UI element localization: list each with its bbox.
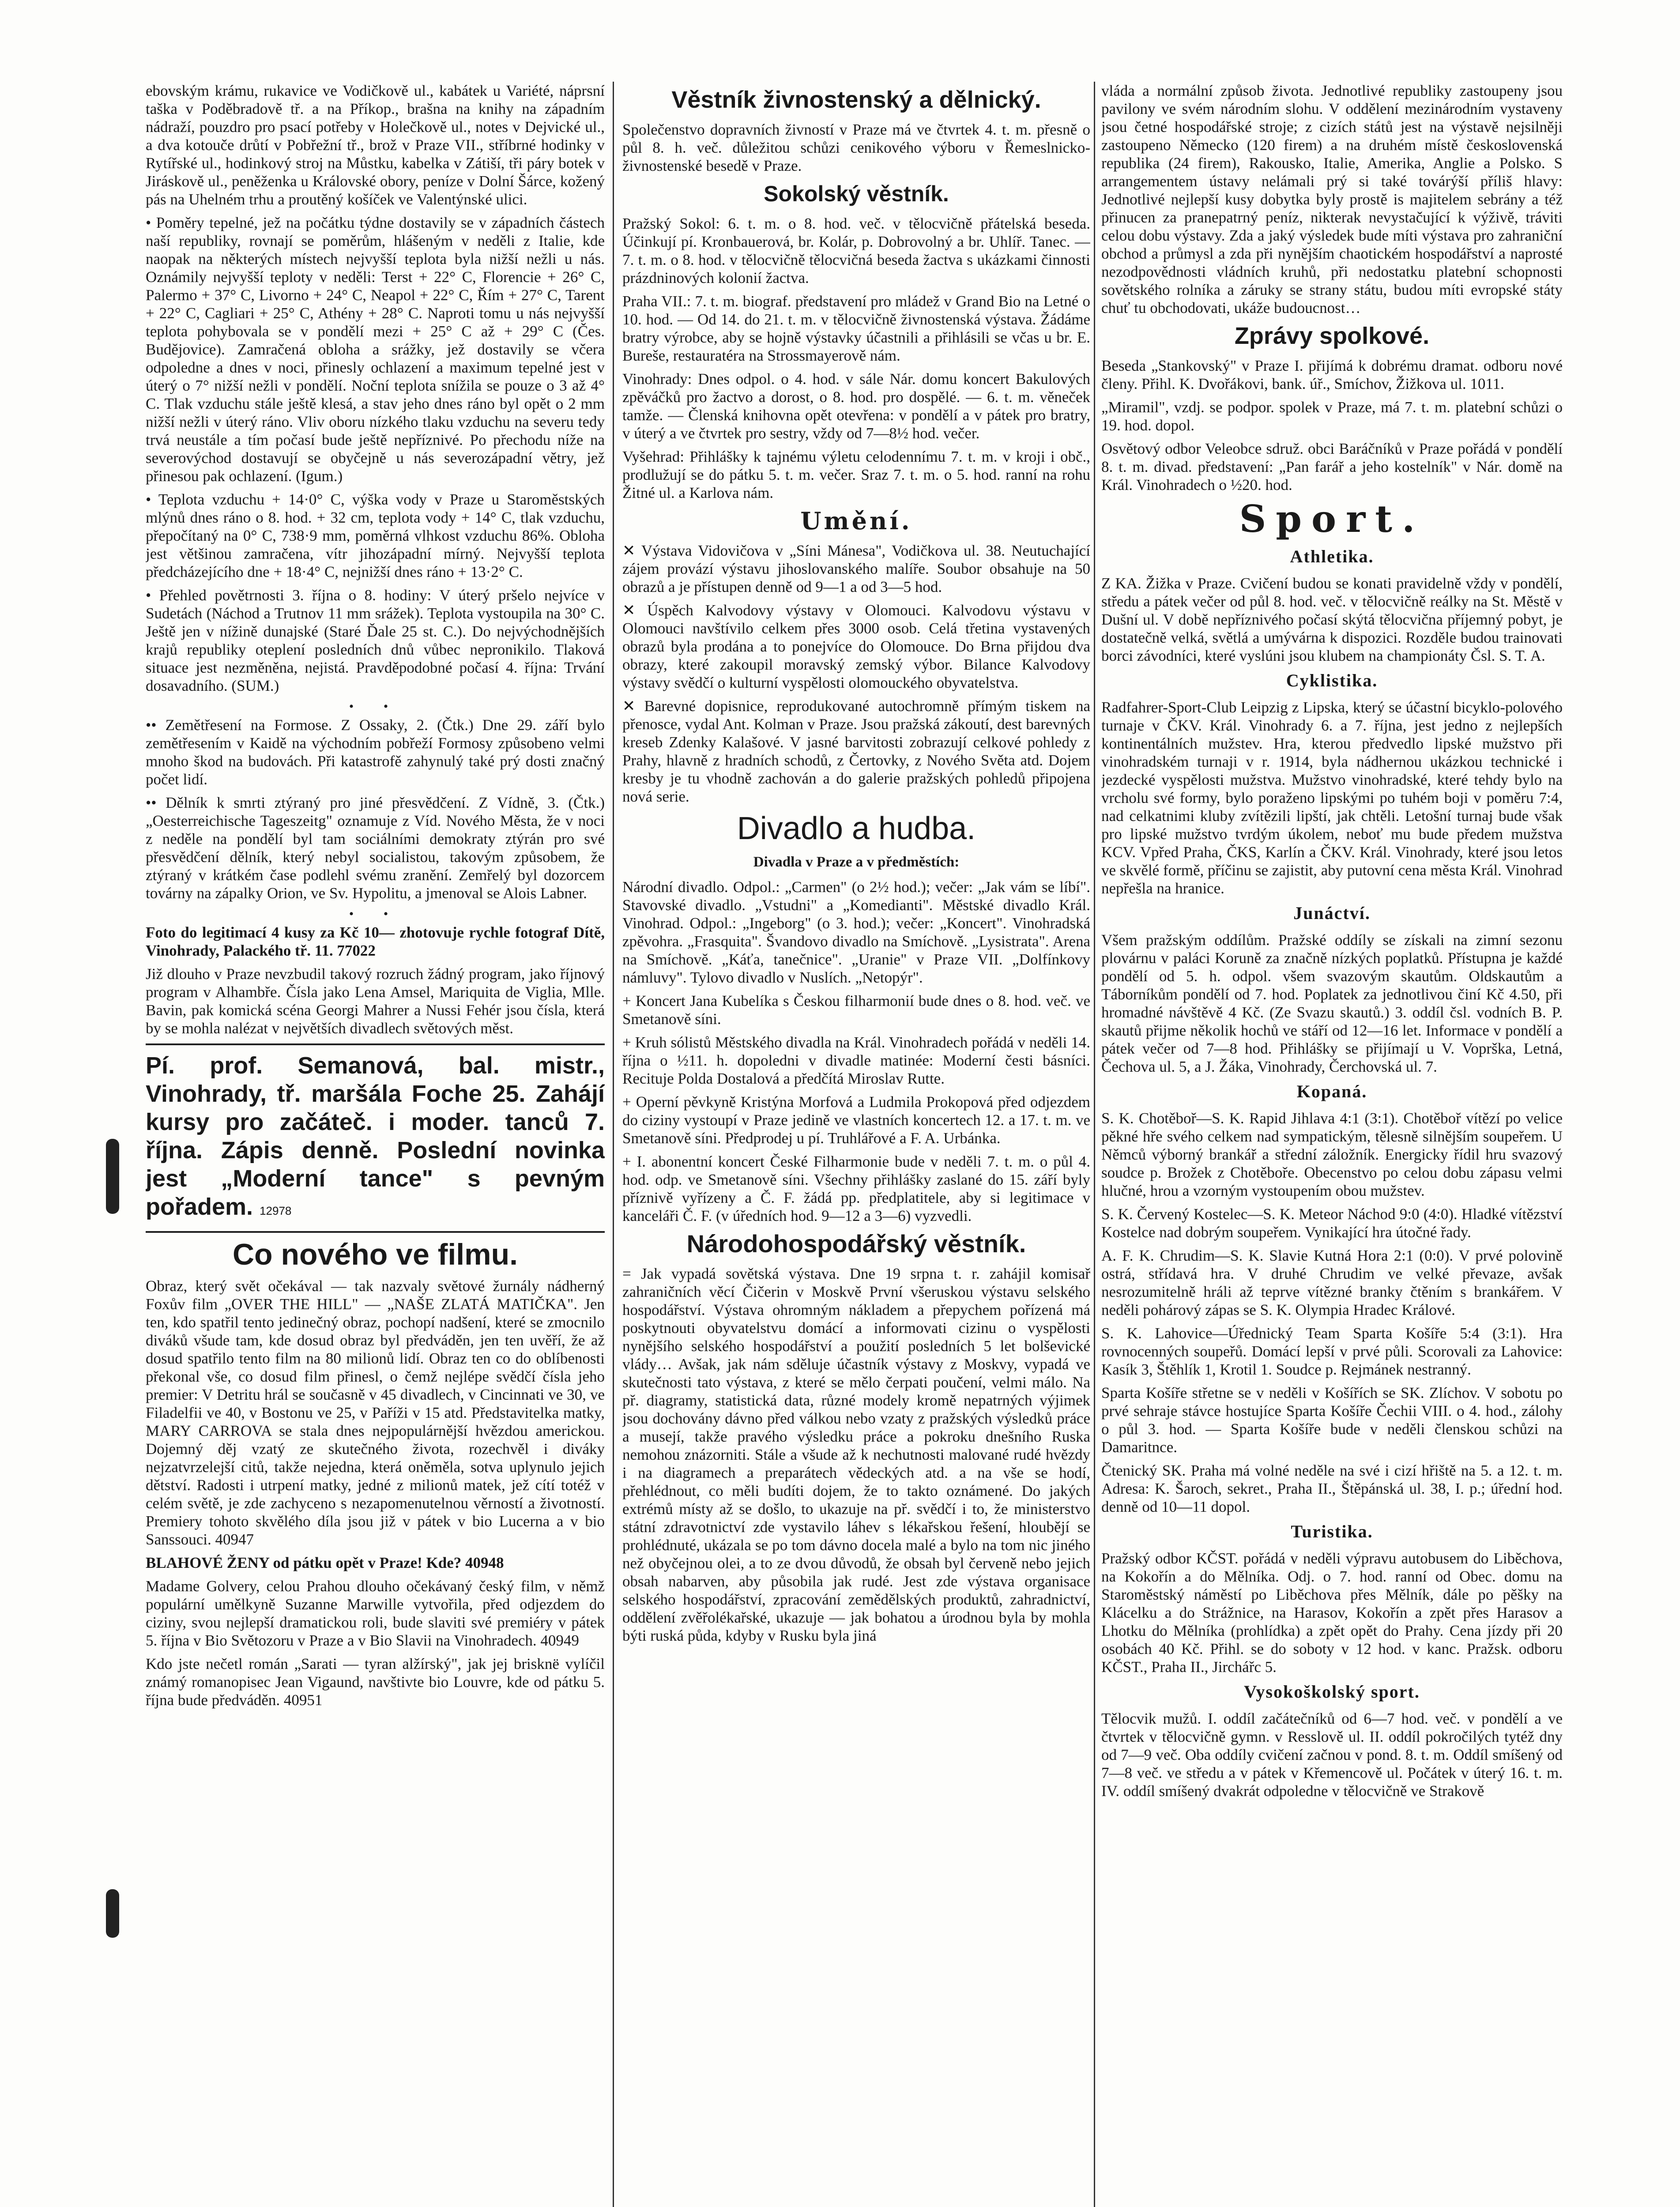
art-item: ✕ Výstava Vidovičova v „Síni Mánesa", Vodičkova ul. 38. Neutuchající zájem provází výstavu jihoslovanského malíře. Soubor obsahuje na 50 obrazů a je přístupen denně od 9—1 a od 3—5 hod. <box>622 542 1090 595</box>
art-heading: Umění. <box>800 507 912 535</box>
column-3 <box>1101 82 1563 2207</box>
economic-article: = Jak vypadá sovětská výstava. Dne 19 srpna t. r. zahájil komisař zahraničních věcí Čičerin v Moskvě První všeruskou výstavu selského hospodářství. Výstava ohromným nákladem a přepychem pořízená má poskytnouti obyvatelstvu domácí a informovati cizinu o vyspělosti nynějšího selského hospodářství a použití posledních 5 let bolševické vlády… Avšak, jak nám sděluje účastník výstavy z Moskvy, vypadá ve skutečnosti tato výstava, z které se mělo čerpati poučení, velmi málo. Na př. diagramy, statistická data, různé modely kromě nepatrných výjimek jsou dochovány dávno před válkou nebo vzaty z pražských výsledků práce a musejí, takže pravého výsledku práce a pokroku dnešního Ruska nemohou znázorniti. Stále a všude až k nechutnosti malované rudé hvězdy i na diagramech a preparátech vědeckých atd. a na vše se hodí, přehlédnout, co měli budíti dojem, že to takto oznámené. Do jakých extrémů místy až se došlo, to ukazuje na př. svědčí i to, že ministerstvo státní zdravotnictví zde vystavilo láhev s lékařskou řešení, hloubějí se prohlédnuté, ukázala se po tom dávno docela malé a bylo na tom nic jiného než obyčejnou olei, a to ze dvou důvodů, že obsah byl červeně nebo jejich obsah nabarven, aby působila jak rudé. Jest zde výstava organisace selského hospodářství, zpracování zemědělských produktů, zahradnictví, oddělení zvěřolékařské, ukazuje — jak bohatou a úrodnou byla by mohla býti ruská půda, kdyby v Rusku byla jiná <box>622 1265 1090 1644</box>
theatre-music-heading: Divadlo a hudba. <box>737 811 976 846</box>
art-item: ✕ Barevné dopisnice, reprodukované autochromně přímým tiskem na přenosce, vydal Ant. Kolman v Praze. Jsou pražská zákoutí, dest barevných kreseb Zdenky Kalašové. V jasné barvitosti zobrazují celkové pohledy z Prahy, hlavně z hradních schodů, z Čertovky, z Nového Světa atd. Dojem kresby je tu vhodně zachován a do galerie pražských pohledů připojena nová serie. <box>622 697 1090 805</box>
separator-dots: • • <box>349 699 402 714</box>
binding-hole-bottom <box>106 1889 119 1938</box>
air-temperature-article: • Teplota vzduchu + 14·0° C, výška vody v Praze u Staroměstských mlýnů dnes ráno o 8. hod. + 32 cm, teplota vody + 14° C, tlak vzduchu, přepočítaný na 0° C, 738·9 mm, poměrná vlhkost vzduchu 86%. Obloha jest většinou zamračena, vítr jihozápadní mírný. Nejvyšší teplota předcházejícího dne + 18·4° C, nejnižší dnes ráno + 13·2° C. <box>146 491 605 580</box>
sokol-item: Vyšehrad: Přihlášky k tajnému výletu celodennímu 7. t. m. v kroji i obč., prodlužují se do pátku 5. t. m. večer. Sraz 7. t. m. o 5. hod. ranní na rohu Žitné ul. a Karlova nám. <box>622 448 1090 501</box>
hiking-text: Pražský odbor KČST. pořádá v neděli výpravu autobusem do Liběchova, na Kokořín a do Mělníka. Odj. o 7. hod. ranní od Obec. domu na Staroměstský náměstí po Liběchova přes Mělník, dále po pěšky na Klácelku a do Strážnice, na Harasov, Kokořín a zpět přes Harasov a Lhotku do Mělníka (prohlídka) a zpět opět do Prahy. Cena jízdy při 20 osobách 40 Kč. Přihl. se do soboty v 12 hod. v kanc. Pražsk. odboru KČST., Praha II., Jirchářc 5. <box>1101 1550 1563 1676</box>
hiking-heading: Turistika. <box>1291 1522 1373 1541</box>
sokol-bulletin-heading: Sokolský věstník. <box>764 181 949 206</box>
art-item: ✕ Úspěch Kalvodovy výstavy v Olomouci. Kalvodovu výstavu v Olomouci navštívilo celkem přes 3000 osob. Celá třetina vystavených obrazů byla prodána a to ponejvíce do Olomouce. Do Brna přijdou dva obrazy, které zakoupil moravský zemský výbor. Bilance Kalvodovy výstavy svědčí o kulturní vyspělosti olomouckého obyvatelstva. <box>622 602 1090 691</box>
football-item: Sparta Košíře střetne se v neděli v Košířích se SK. Zlíchov. V sobotu po prvé sehraje stávce hostujíce Sparta Košíře Čechii VIII. o 4. hod., zálohy o půl 3. hod. — Sparta Košíře bude v neděli členskou schůzi na Damaritnce. <box>1101 1384 1563 1456</box>
column-rule-2 <box>1094 82 1095 2207</box>
trade-bulletin-heading: Věstník živnostenský a dělnický. <box>671 87 1041 113</box>
cycling-heading: Cyklistika. <box>1286 670 1378 690</box>
rule <box>146 1231 605 1233</box>
film-article-over-the-hill: Obraz, který svět očekával — tak nazvaly světové žurnály nádherný Foxův film „OVER THE HILL" — „NAŠE ZLATÁ MATIČKA". Jen ten, kdo spatřil tento jedinečný obraz, pochopí nadšení, které se zmocnilo diváků všude tam, kde dosud obraz byl předváděn, jen ten uvěří, že až dosud spatřilo tento film na 80 milionů lidí. Obraz ten co do oblíbenosti překonal vše, co dosud film přinesl, o čemž nejlépe svědčí čísla jeho premier: V Detritu hrál se současně v 45 divadlech, v Cincinnati ve 30, ve Filadelfii ve 40, v Bostonu ve 25, v Paříži v 15 atd. Představitelka matky, MARY CARROVA se stala dnes nejpopulárnější hvězdou americkou. Dojemný děj vzatý ze skutečného života, rozechvěl i diváky nejzatvrzelejší citů, takže nejedna, která oněměla, sotva uplynulo jejich dětství. Radosti i utrpení matky, jedné z milionů matek, jež cítí totéž v celém světě, je zde zachyceno s nezapomenutelnou věrností a životností. Premiery tohoto skvělého díla jsou již v pátek v bio Lucerna a v bio Sanssouci. 40947 <box>146 1277 605 1548</box>
column-1 <box>146 82 605 2207</box>
football-heading: Kopaná. <box>1296 1081 1367 1101</box>
club-item: Beseda „Stankovský" v Praze I. přijímá k dobrému dramat. odboru nové členy. Přihl. K. Dvořákovi, bank. úř., Smíchov, Žižkova ul. 1011. <box>1101 357 1563 392</box>
sokol-item: Pražský Sokol: 6. t. m. o 8. hod. več. v tělocvičně přátelská beseda. Účinkují pí. Kronbauerová, br. Kolár, p. Dobrovolný a br. Uhlíř. Tanec. — 7. t. m. o 8. hod. v tělocvičně tělocvičná beseda žactva s ukázkami činnosti prázdninových kolonií žactva. <box>622 215 1090 286</box>
club-item: Osvětový odbor Veleobce sdruž. obci Baráčníků v Praze pořádá v pondělí 8. t. m. divad. představení: „Pan farář a jeho kostelník" v Nár. domě na Král. Vinohradech o ½20. hod. <box>1101 440 1563 493</box>
film-section-heading: Co nového ve filmu. <box>232 1238 518 1271</box>
football-item: S. K. Chotěboř—S. K. Rapid Jihlava 4:1 (3:1). Chotěboř vítězí po velice pěkné hře svého celkem nad sympatickým, tělesně silnějším soupeřem. U Němců výborný brankář a střední záložník. Energicky řídil hru svazový soudce p. Brožek z Chotěboře. Obecenstvo po celou dobu zápasu velmi hlučné, hrou a vzorným vystoupením obou mužstev. <box>1101 1110 1563 1199</box>
athletics-heading: Athletika. <box>1290 546 1374 566</box>
scouting-heading: Junáctví. <box>1293 903 1371 923</box>
music-item: + Kruh sólistů Městského divadla na Král. Vinohradech pořádá v neděli 14. října o ½11. h. dopoledni v divadle matinée: Moderní česti básníci. Recituje Polda Dostalová a předčítá Miroslav Rutte. <box>622 1034 1090 1087</box>
university-sport-text: Tělocvik mužů. I. oddíl začátečníků od 6—7 hod. več. v pondělí a ve čtvrtek v tělocvičně gymn. v Resslově ul. II. oddíl pokročilých tytéž dny od 7—9 več. Oba oddíly cvičení začnou v pond. 8. t. m. Oddíl smíšený od 7—8 več. ve středu a v pátek v Křemencově ul. Počátek v úterý 16. t. m. IV. oddíl smíšený dvakrát odpoledne v tělocvičně ve Strakově <box>1101 1710 1563 1800</box>
cycling-text: Radfahrer-Sport-Club Leipzig z Lipska, který se účastní bicyklo-polového turnaje v ČKV. Král. Vinohrady 6. a 7. října, jest jedno z nejlepších kontinentálních mužstev. Hra, kterou předvedlo lipské mužstvo při vinohradském turnaji v r. 1914, byla nádhernou ukázkou technické i jezdecké vyspělosti mužstva. Mužstvo vinohradské, které tehdy bylo na vrcholu své formy, bylo poraženo lipskými po tuhém boji v poměru 7:4, nad celkatnimi kluby zvítězili lipští, jak chtěli. Letošní turnaj bude však pro lipské mužstvo tvrdým úkolem, neboť mu bude předem mužstva KCV. Vpřed Praha, ČKS, Karlín a ČKV. Král. Vinohrady, které jsou letos ve skvělé formě, příčinu se zajistit, aby putovní cena města Král. Vinohrad nepřešla na hranice. <box>1101 699 1563 897</box>
music-item: + I. abonentní koncert České Filharmonie bude v neděli 7. t. m. o půl 4. hod. odp. ve Smetanově síni. Všechny přihlášky zaslané do 15. září byly příznivě vyřízeny a Č. F. žádá pp. předplatitele, aby si legitimace v kanceláři Č. F. (v úředních hod. 9—12 a 3—6) vyzvedli. <box>622 1153 1090 1224</box>
weather-article: • Poměry tepelné, jež na počátku týdne dostavily se v západních částech naší republiky, rovnají se poměrům, hlášeným v neděli z Italie, kde naopak na některých místech nejvyšší teplota byla nižší nežli u nás. Oznámily nejvyšší teploty v neděli: Terst + 22° C, Florencie + 26° C, Palermo + 37° C, Livorno + 24° C, Neapol + 22° C, Řím + 27° C, Tarent + 22° C, Cagliari + 25° C, Athény + 28° C. Naproti tomu u nás nejvyšší teplota pohybovala se v pondělí mezi + 25° C až + 29° C (Čes. Budějovice). Zamračená obloha a srážky, jež dostavily se včera odpoledne a dnes v noci, přinesly ochlazení a maximum tepelné jest v úterý o 7° nižší nežli v pondělí. Noční teplota snížila se pouze o 3 až 4° C. Tlak vzduchu stále ještě klesá, a stav jeho dnes ráno byl opět o 2 mm nižší nežli v úterý ráno. Vliv oboru nízkého tlaku vzduchu na severu tedy trvá neustále a tím počasí bude ještě nepříznivé. Po přechodu níže na severovýchod dostavují se obyčejně u nás severozápadní větry, jež přinesou pak ochlazení. (Igum.) <box>146 214 605 485</box>
theatre-subheading: Divadla v Praze a v předměstích: <box>753 854 960 870</box>
dance-course-ad-text: Pí. prof. Semanová, bal. mistr., Vinohrady, tř. maršála Foche 25. Zahájí kursy pro začáteč. i moder. tanců 7. října. Zápis denně. Poslední novinka jest „Moderní tance" s pevným pořadem. <box>146 1052 605 1220</box>
weather-overview-article: • Přehled povětrnosti 3. října o 8. hodiny: V úterý pršelo nejvíce v Sudetách (Náchod a Trutnov 11 mm srážek). Teplota vystoupila na 30° C. Ještě jen v nížině dunajské (Staré Ďale 25 st. C.). Do nejvýchodnějších krajů republiky oteplení posledních dnů vůbec nepronikilo. Tlaková situace jest nezměněna, nejistá. Pravděpodobné počasí 4. října: Trvání dosavadního. (SUM.) <box>146 587 605 694</box>
football-item: Čtenický SK. Praha má volné neděle na své i cizí hřiště na 5. a 12. t. m. Adresa: K. Šaroch, sekret., Praha II., Štěpánská ul. 38, I. p.; úřední hod. denně od 10—11 dopol. <box>1101 1462 1563 1515</box>
alhambra-article: Již dlouho v Praze nevzbudil takový rozruch žádný program, jako říjnový program v Alhambře. Čísla jako Lena Amsel, Mariquita de Viglia, Mlle. Bavin, pak komická scéna Georgi Mahrer a Nussi Fehér jsou čísla, která by se mohla nalézat v největších divadlech světových měst. <box>146 965 605 1037</box>
photo-ad: Foto do legitimací 4 kusy za Kč 10— zhotovuje rychle fotograf Dítě, Vinohrady, Palackého tř. 11. 77022 <box>146 924 605 959</box>
theatre-listing: Národní divadlo. Odpol.: „Carmen" (o 2½ hod.); večer: „Jak vám se líbí". Stavovské divadlo. „Vstudni" a „Komedianti". Městské divadlo Král. Vinohrad. Odpol.: „Ingeborg" (o 3. hod.); večer: „Koncert". Vinohradská zpěvohra. „Frasquita". Švandovo divadlo na Smíchově. „Lysistrata". Arena na Smíchově. „Káťa, tanečnice". „Uranie" v Praze VII. „Dolfínkovy námluvy". Tylovo divadlo v Nuslích. „Netopýr". <box>622 878 1090 986</box>
football-item: S. K. Lahovice—Úřednický Team Sparta Košíře 5:4 (3:1). Hra rovnocenných soupeřů. Domácí lepší v prvé půli. Scorovali za Lahovice: Kasík 3, Štěhlík 1, Krotil 1. Soudce p. Rejmánek nestranný. <box>1101 1325 1563 1378</box>
athletics-text: Z KA. Žižka v Praze. Cvičení budou se konati pravidelně vždy v pondělí, středu a pátek večer od půl 8. hod. več. v tělocvičně reálky na St. Městě v Dušní ul. V době nepříznivého počasí skýtá tělocvična příjemný pobyt, je dostatečně velká, světlá a umývárna k dispozici. Rozděle budou trainovati borci závodníci, které vyslúni jsou klubem na championáty Čsl. S. T. A. <box>1101 575 1563 664</box>
university-sport-heading: Vysokoškolský sport. <box>1244 1682 1420 1702</box>
sokol-item: Praha VII.: 7. t. m. biograf. představení pro mládež v Grand Bio na Letné o 10. hod. — Od 14. do 21. t. m. v tělocvičně živnostenská výstava. Žádáme bratry výrobce, aby se hojně výstavky účastnili a přihlásili se včas u br. E. Bureše, restauratéra na Strossmayerově nám. <box>622 293 1090 364</box>
sport-heading: Sport. <box>1239 497 1425 541</box>
binding-hole-top <box>106 1139 119 1214</box>
trade-bulletin-text: Společenstvo dopravních živností v Praze má ve čtvrtek 4. t. m. přesně o půl 8. h. več. důležitou schůzi cenikového výboru v Řemeslnicko-živnostenské besedě v Praze. <box>622 121 1090 174</box>
dance-course-ad-code: 12978 <box>260 1204 292 1217</box>
column-2 <box>622 82 1090 2207</box>
football-item: A. F. K. Chrudim—S. K. Slavie Kutná Hora 2:1 (0:0). V prvé polovině ostrá, střídavá hra. V druhé Chrudim ve velké převaze, avšak nesrozumitelně hráli až teprve vítězné branky čtěním s brankářem. V neděli pohárový zápas se S. K. Olympia Hradec Králové. <box>1101 1247 1563 1318</box>
separator-dots: • • <box>349 907 402 921</box>
club-item: „Miramil", vzdj. se podpor. spolek v Praze, má 7. t. m. platební schůzi o 19. hod. dopol. <box>1101 399 1563 434</box>
club-news-heading: Zprávy spolkové. <box>1234 323 1430 349</box>
football-item: S. K. Červený Kostelec—S. K. Meteor Náchod 9:0 (4:0). Hladké vítězství Kostelce nad dobrým soupeřem. Vynikající hra útočné řady. <box>1101 1205 1563 1241</box>
economic-bulletin-heading: Národohospodářský věstník. <box>686 1230 1026 1258</box>
scouting-text: Všem pražským oddílům. Pražské oddíly se získali na zimní sezonu plovárnu v paláci Koruně za značně nízkých poplatků. Přístupna je každé pondělí od 5. h. odpol. všem svazovým skautům. Oldskautům a Táborníkům pondělí od 7. hod. Poplatek za jednotlivou činí Kč 4.50, při hromadné návštěvě 4 Kč. (Ze Svazu skautů.) 3. oddíl čsl. vodních B. P. skautů přijme několik hochů ve stáří od 12—16 let. Informace v pondělí a pátek večer od 7—8 hod. Přihlášky se přijímají u V. Voprška, Letná, Čechova ul. 5, a J. Žáka, Vinohrady, Čerchovská ul. 7. <box>1101 931 1563 1075</box>
rule <box>146 1043 605 1045</box>
sokol-item: Vinohrady: Dnes odpol. o 4. hod. v sále Nár. domu koncert Bakulových zpěváčků pro žactvo a dorost, o 8. hod. pro dospělé. — 6. t. m. věneček tamže. — Členská knihovna opět otevřena: v pondělí a v pátek pro bratry, v úterý a ve čtvrtek pro sestry, vždy od 7—8½ hod. večer. <box>622 370 1090 442</box>
economic-article-continued: vláda a normální způsob života. Jednotlivé republiky zastoupeny jsou pavilony ve svém národním slohu. V oddělení mezinárodním vystaveny jsou četné hospodářské stroje; z cizích států jest na výstavě nejsilněji zastoupeno Německo (120 firem) a na druhém místě československá republika (24 firem), Rakousko, Italie, Amerika, Anglie a Polsko. S arrangementem ústavy nelámali prý si také továrýší příliš hlavy: Jednotlivé nejlepší kusy dobytka byly prostě is majitelem sebrány a též přinucen za pranepatrný peníz, nikterak nevystačující k výživě, tráviti celou dobu výstavy. Zda a jaký výsledek bude míti výstava pro zahraniční obchod a průmysl a zda při nynějším chaotickém hospodářství a naprosté nezodpovědnosti vládních kruhů, při nedostatku platební schopnosti sovětského rolníka a záruky se strany státu, budou míti evropské státy chuť tu obchodovati, ukáže budoucnost… <box>1101 82 1563 316</box>
column-rule-1 <box>613 82 614 2207</box>
film-article-blahove-zeny: BLAHOVÉ ŽENY od pátku opět v Praze! Kde? 40948 <box>146 1554 504 1571</box>
lost-items-paragraph: ebovským krámu, rukavice ve Vodičkově ul., kabátek u Variété, náprsní taška v Poděbradově tř. a na Příkop., brašna na knihy na západním nádraží, pouzdro pro psací potřeby v Holečkově ul., notes v Dejvické ul., a dva kotouče drůtí v Pobřežní tř., brož v Praze VII., stříbrné hodinky v Rytířské ul., hodinkový stroj na Můstku, kabelka v Zátiší, tři páry botek v Jiráskově ul., peněženka u Královské obory, peníze v Dolní Šárce, kožený pás na Uhelném trhu a proutěný košíček ve Valentýnské ulici. <box>146 82 605 208</box>
earthquake-article: •• Zemětřesení na Formose. Z Ossaky, 2. (Čtk.) Dne 29. září bylo zemětřesením v Kaidě na východním pobřeží Formosy způsobeno velmi mnoho škod na budovách. Při katastrofě zahynulý také prý dosti značný počet lidí. <box>146 716 605 788</box>
music-item: + Operní pěvkyně Kristýna Morfová a Ludmila Prokopová před odjezdem do ciziny vystoupí v Praze jedině ve vlastních koncertech 12. a 17. t. m. ve Smetanově síni. Předprodej u pí. Truhlářové a F. A. Urbánka. <box>622 1093 1090 1147</box>
dance-course-ad <box>146 1051 605 1225</box>
worker-article: •• Dělník k smrti ztýraný pro jiné přesvědčení. Z Vídně, 3. (Čtk.) „Oesterreichische Tageszeitg" oznamuje z Víd. Nového Města, že v noci z neděle na pondělí byl tam sociálními demokraty ztýrán pro své přesvědčení dělník, který nebyl socialistou, takovým způsobem, že ztýraný v krátkém čase podlehl svému zranění. Zemřelý byl dozorcem továrny na zápalky Orion, ve Sv. Hypolitu, a jmenoval se Alois Labner. <box>146 794 605 902</box>
music-item: + Koncert Jana Kubelíka s Českou filharmonií bude dnes o 8. hod. več. ve Smetanově síni. <box>622 992 1090 1028</box>
film-article-golvery: Madame Golvery, celou Prahou dlouho očekávaný český film, v němž populární umělkyně Suzanne Marwille vytvořila, před odjezdem do ciziny, svou nejlepší dramatickou roli, bude slaviti své premiéry v pátek 5. října v Bio Světozoru v Praze a v Bio Slavii na Vinohradech. 40949 <box>146 1578 605 1649</box>
film-article-sarati: Kdo jste nečetl román „Sarati — tyran alžírský", jak jej brisknë vylíčil známý romanopisec Jean Vigaund, navštivte bio Louvre, kde od pátku 5. října bude předváděn. 40951 <box>146 1655 605 1709</box>
